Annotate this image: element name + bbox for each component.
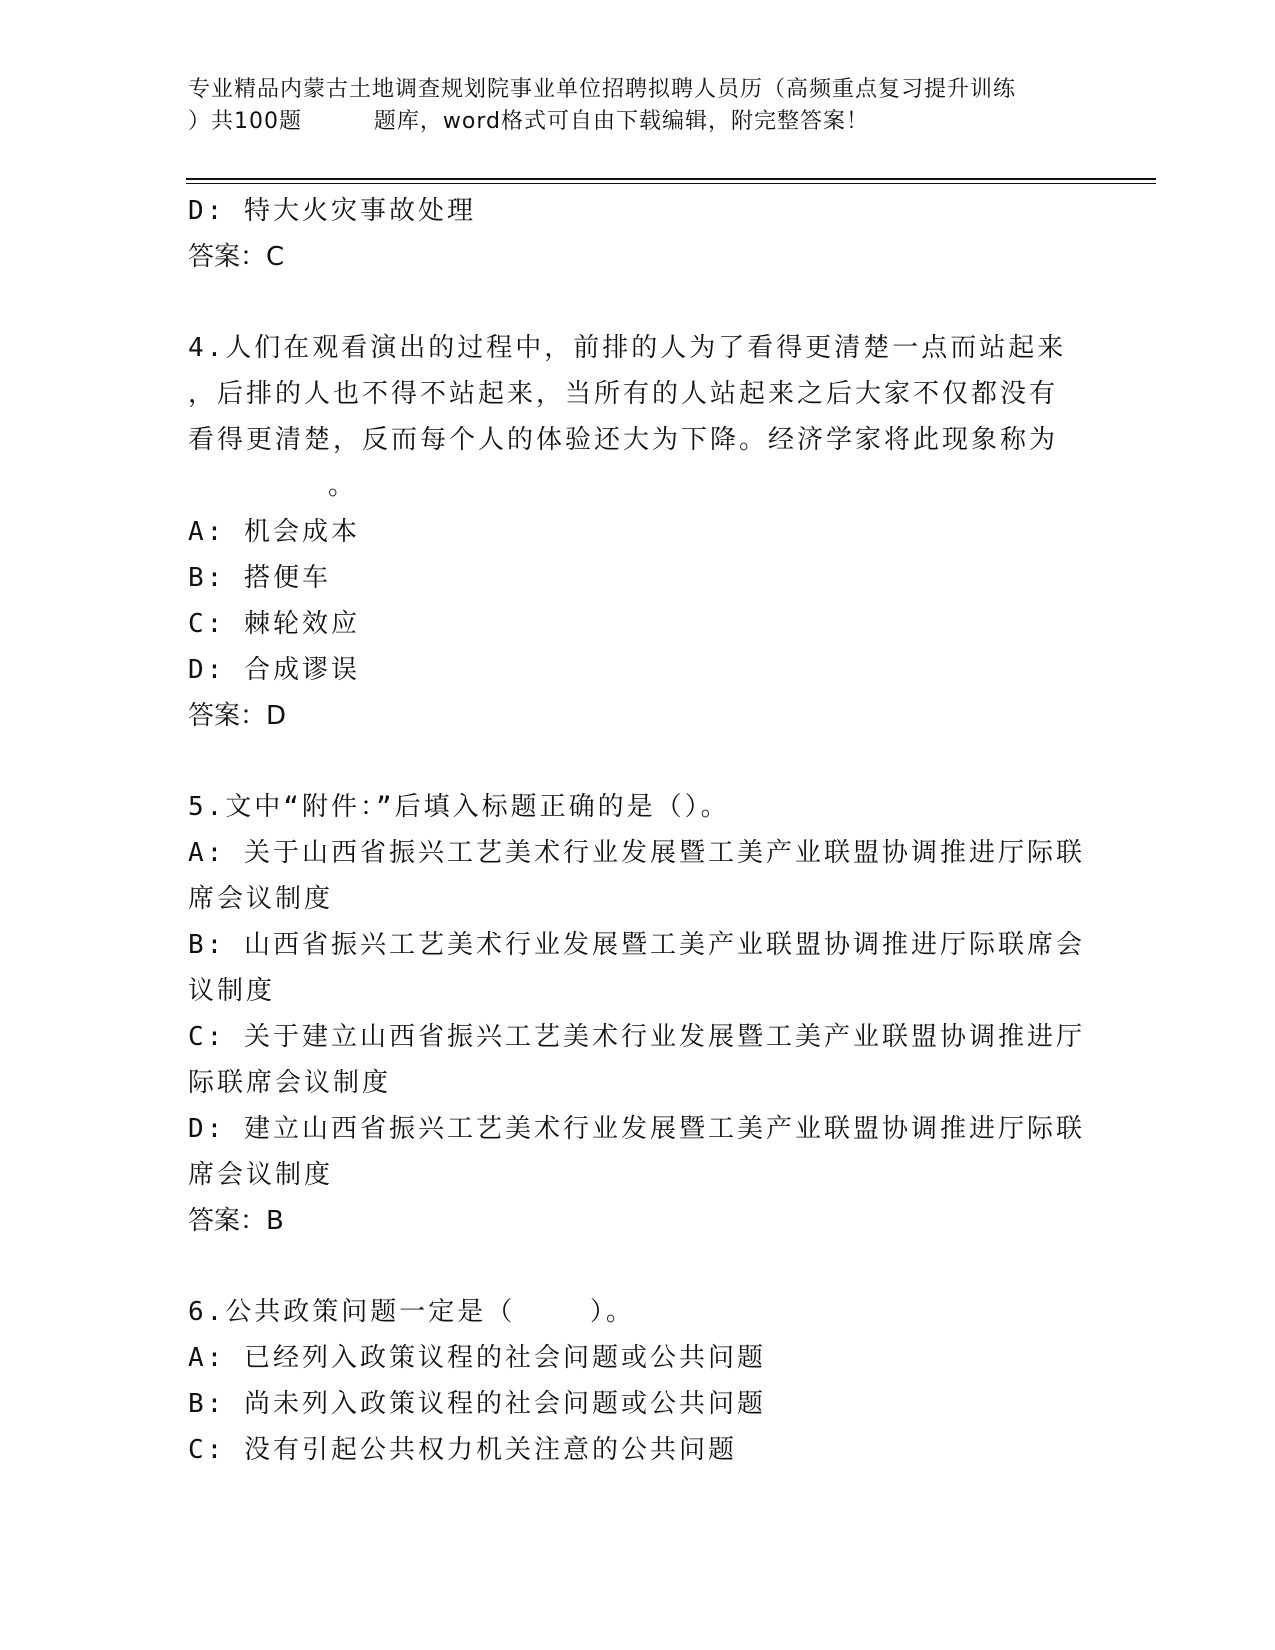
q6-option-c: C: 没有引起公共权力机关注意的公共问题 — [188, 1435, 737, 1465]
q5-option-d-line-1: D: 建立山西省振兴工艺美术行业发展暨工美产业联盟协调推进厅际联 — [188, 1114, 1085, 1144]
q6-stem: 6.公共政策问题一定是（ ）。 — [188, 1297, 635, 1327]
q4-option-b: B: 搭便车 — [188, 563, 331, 593]
q5-answer: 答案：B — [188, 1206, 284, 1236]
q4-option-d: D: 合成谬误 — [188, 655, 360, 685]
q3-option-d: D: 特大火灾事故处理 — [188, 196, 476, 226]
spacer — [188, 280, 1088, 325]
header-title-line-2: ）共100题 题库，word格式可自由下载编辑，附完整答案！ — [188, 109, 870, 134]
q4-stem-line-2: ，后排的人也不得不站起来，当所有的人站起来之后大家不仅都没有 — [188, 379, 1059, 409]
q5-option-d-line-2: 席会议制度 — [188, 1160, 334, 1190]
q5-option-c-line-2: 际联席会议制度 — [188, 1068, 392, 1098]
q4-stem-line-4: 。 — [328, 471, 358, 501]
q4-option-a: A: 机会成本 — [188, 517, 360, 547]
q5-option-b-line-2: 议制度 — [188, 976, 276, 1006]
question-content — [188, 188, 1088, 1473]
q5-option-c-line-1: C: 关于建立山西省振兴工艺美术行业发展暨工美产业联盟协调推进厅 — [188, 1022, 1085, 1052]
q4-option-c: C: 棘轮效应 — [188, 609, 360, 639]
header-rule-thick — [186, 178, 1156, 180]
q3-answer: 答案：C — [188, 242, 285, 272]
spacer — [188, 1244, 1088, 1289]
q4-stem-line-3: 看得更清楚，反而每个人的体验还大为下降。经济学家将此现象称为 — [188, 425, 1059, 455]
header-title-line-1: 专业精品内蒙古土地调查规划院事业单位招聘拟聘人员历（高频重点复习提升训练 — [188, 77, 1017, 102]
spacer — [188, 739, 1088, 784]
q6-option-b: B: 尚未列入政策议程的社会问题或公共问题 — [188, 1389, 766, 1419]
q5-option-a-line-1: A: 关于山西省振兴工艺美术行业发展暨工美产业联盟协调推进厅际联 — [188, 838, 1085, 868]
q4-answer: 答案：D — [188, 701, 287, 731]
q5-stem: 5.文中“附件：”后填入标题正确的是（）。 — [188, 792, 730, 822]
q6-option-a: A: 已经列入政策议程的社会问题或公共问题 — [188, 1343, 766, 1373]
header-rule-thin — [186, 183, 1156, 184]
document-header — [188, 74, 1088, 138]
q4-stem-line-1: 4.人们在观看演出的过程中，前排的人为了看得更清楚一点而站起来 — [188, 333, 1067, 363]
q5-option-a-line-2: 席会议制度 — [188, 884, 334, 914]
q5-option-b-line-1: B: 山西省振兴工艺美术行业发展暨工美产业联盟协调推进厅际联席会 — [188, 930, 1085, 960]
